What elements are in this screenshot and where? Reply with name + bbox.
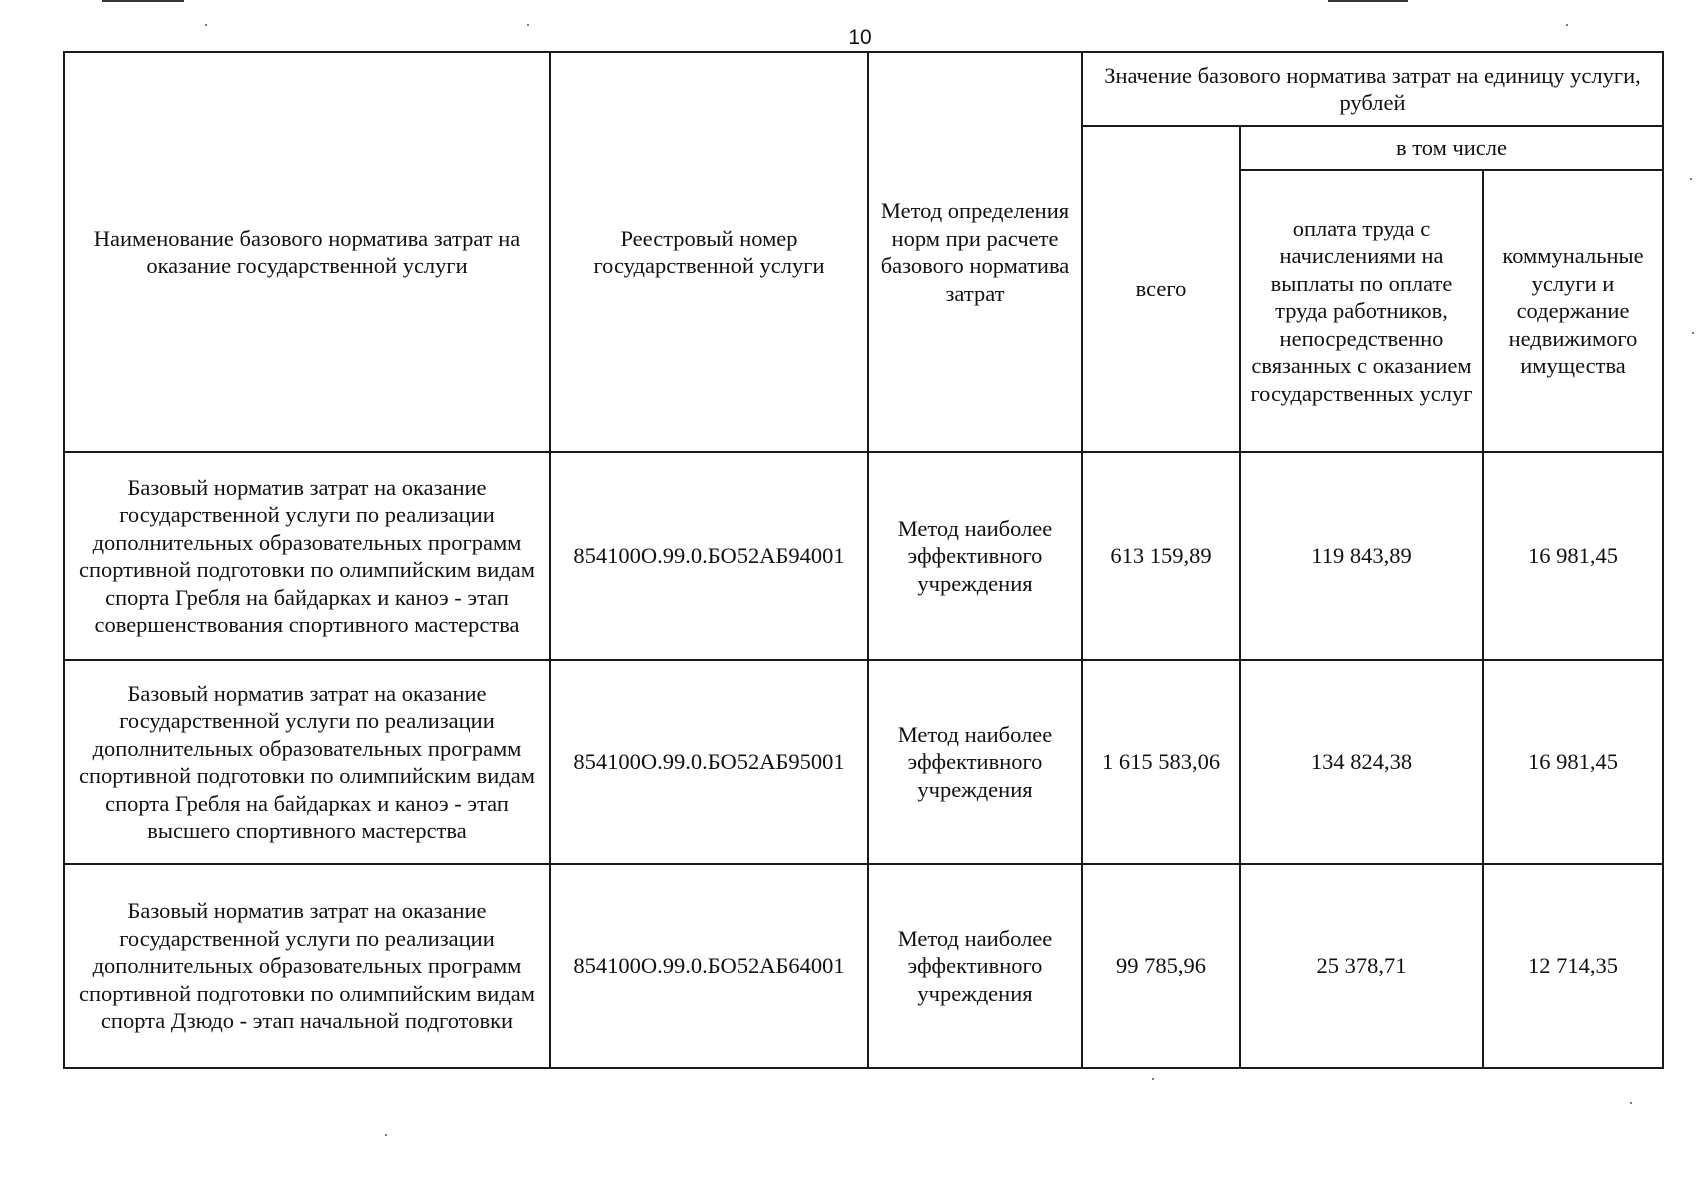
scan-speck: [1692, 332, 1694, 334]
top-edge-mark-right: [1328, 0, 1408, 2]
header-utilities: коммунальные услуги и содержание недвижимого имущества: [1483, 170, 1663, 452]
scan-speck: [1690, 178, 1692, 180]
scan-speck: [1566, 24, 1568, 26]
header-registry-number: Реестровый номер государственной услуги: [550, 52, 868, 452]
cell-total: 99 785,96: [1082, 864, 1240, 1068]
cost-norms-table: [63, 51, 1664, 1069]
cell-method: Метод наиболее эффективного учреждения: [868, 660, 1082, 864]
cell-labor: 134 824,38: [1240, 660, 1483, 864]
scan-speck: [205, 24, 207, 26]
cell-labor: 25 378,71: [1240, 864, 1483, 1068]
cell-method: Метод наиболее эффективного учреждения: [868, 864, 1082, 1068]
header-method: Метод определения норм при расчете базового норматива затрат: [868, 52, 1082, 452]
cell-utilities: 16 981,45: [1483, 452, 1663, 660]
header-labor: оплата труда с начислениями на выплаты по оплате труда работников, непосредственно связанных с оказанием государственных услуг: [1240, 170, 1483, 452]
cell-registry-number: 854100О.99.0.БО52АБ94001: [550, 452, 868, 660]
cell-total: 613 159,89: [1082, 452, 1240, 660]
scan-speck: [1630, 1102, 1632, 1104]
cell-registry-number: 854100О.99.0.БО52АБ95001: [550, 660, 868, 864]
top-edge-mark-left: [102, 0, 184, 2]
cell-name: Базовый норматив затрат на оказание государственной услуги по реализации дополнительных образовательных программ спортивной подготовки по олимпийским видам спорта Гребля на байдарках и каноэ - этап высшего спортивного мастерства: [64, 660, 550, 864]
table-row: [64, 864, 1663, 1068]
cell-name: Базовый норматив затрат на оказание государственной услуги по реализации дополнительных образовательных программ спортивной подготовки по олимпийским видам спорта Дзюдо - этап начальной подготовки: [64, 864, 550, 1068]
header-including: в том числе: [1240, 126, 1663, 170]
scan-speck: [385, 1134, 387, 1136]
cell-labor: 119 843,89: [1240, 452, 1483, 660]
cell-utilities: 16 981,45: [1483, 660, 1663, 864]
cell-utilities: 12 714,35: [1483, 864, 1663, 1068]
header-name: Наименование базового норматива затрат на оказание государственной услуги: [64, 52, 550, 452]
cell-name: Базовый норматив затрат на оказание государственной услуги по реализации дополнительных образовательных программ спортивной подготовки по олимпийским видам спорта Гребля на байдарках и каноэ - этап совершенствования спортивного мастерства: [64, 452, 550, 660]
cell-total: 1 615 583,06: [1082, 660, 1240, 864]
table-row: [64, 452, 1663, 660]
header-value-group: Значение базового норматива затрат на единицу услуги, рублей: [1082, 52, 1663, 126]
cell-registry-number: 854100О.99.0.БО52АБ64001: [550, 864, 868, 1068]
scan-speck: [1152, 1078, 1154, 1080]
header-total: всего: [1082, 126, 1240, 452]
table-header-row: [64, 52, 1663, 126]
scan-speck: [527, 24, 529, 26]
cell-method: Метод наиболее эффективного учреждения: [868, 452, 1082, 660]
table-row: [64, 660, 1663, 864]
page-number: 10: [848, 26, 872, 49]
